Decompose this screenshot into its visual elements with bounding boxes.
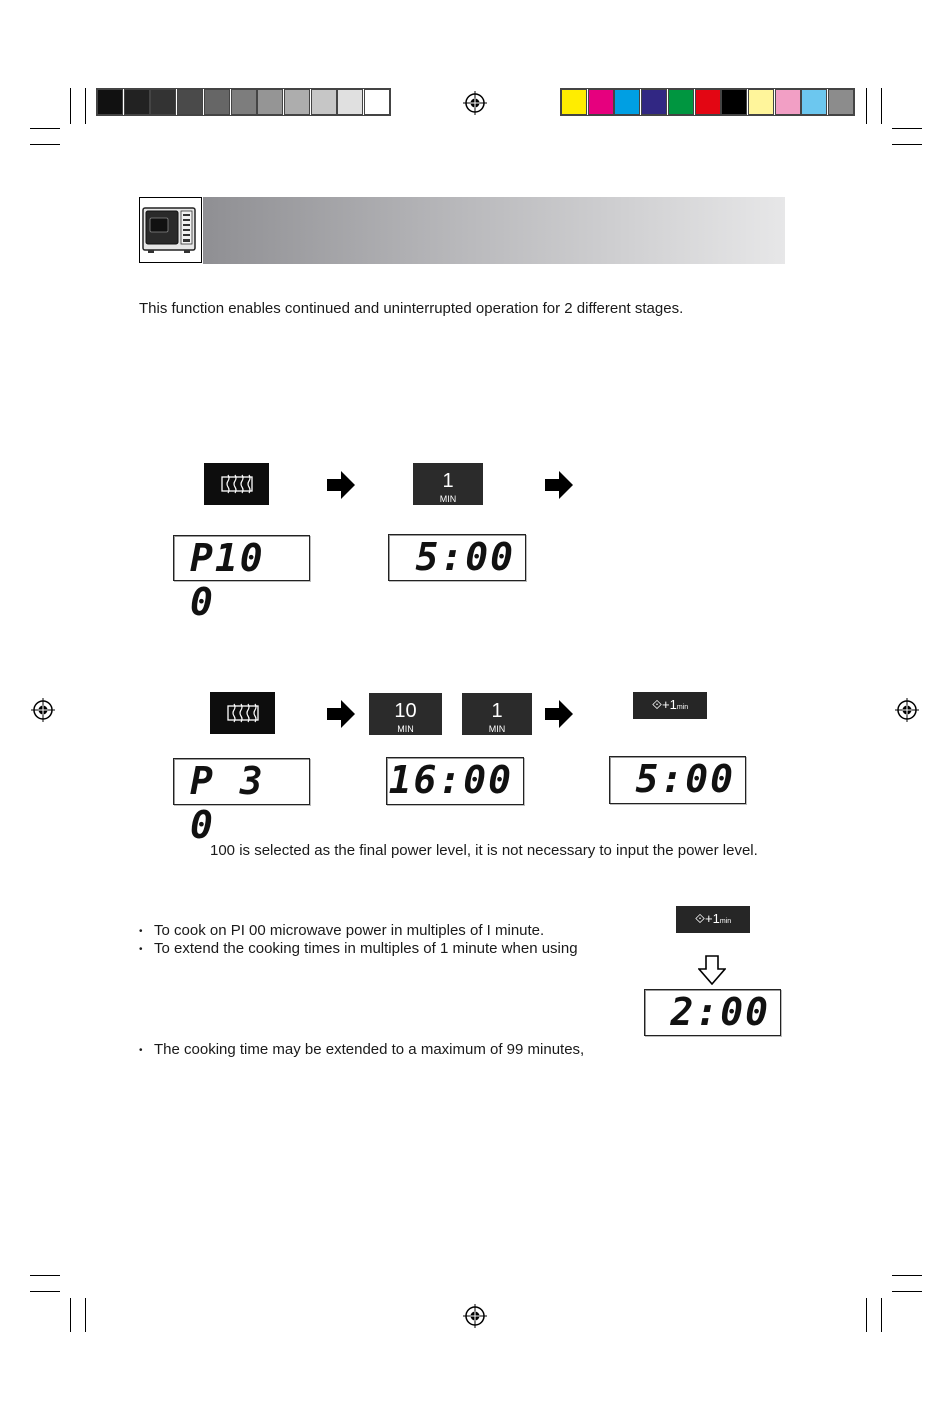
microwave-power-button[interactable] <box>204 463 269 505</box>
crop-mark <box>892 128 922 129</box>
crop-mark <box>892 144 922 145</box>
key-number: 1 <box>442 470 454 492</box>
microwave-power-button[interactable] <box>210 692 275 734</box>
crop-mark <box>30 144 60 145</box>
key-unit: MIN <box>397 724 414 734</box>
display-value: P10 0 <box>190 536 265 624</box>
display-value: 5:00 <box>415 535 515 579</box>
section-header-bar <box>203 197 785 264</box>
key-number: 10 <box>394 700 417 722</box>
bullet-marker: • <box>139 926 143 937</box>
bullet-item: The cooking time may be extended to a maximum of 99 minutes, <box>154 1041 585 1058</box>
lcd-display-power <box>173 535 310 624</box>
registration-mark-icon <box>463 91 487 115</box>
crop-mark <box>892 1275 922 1276</box>
crop-mark <box>30 1275 60 1276</box>
color-swatch <box>588 89 614 115</box>
right-arrow-icon <box>545 700 573 728</box>
microwave-oven-icon <box>140 198 201 262</box>
color-swatch <box>231 89 257 115</box>
start-plus-one-min-button[interactable] <box>633 692 707 719</box>
lcd-display-time <box>609 756 746 804</box>
bullet-item: To extend the cooking times in multiples of 1 minute when using <box>154 940 578 957</box>
display-value: P 3 0 <box>190 759 265 847</box>
color-swatch <box>311 89 337 115</box>
one-minute-button[interactable] <box>413 463 483 505</box>
registration-mark-icon <box>895 698 919 722</box>
color-swatch <box>775 89 801 115</box>
color-swatch <box>614 89 640 115</box>
key-number: 1 <box>491 700 503 722</box>
color-swatch <box>748 89 774 115</box>
bullet-marker: • <box>139 944 143 955</box>
color-swatch <box>668 89 694 115</box>
right-arrow-icon <box>327 700 355 728</box>
start-label: ⟐+1 <box>651 697 677 712</box>
crop-mark <box>30 128 60 129</box>
lcd-display-power <box>173 758 310 847</box>
color-swatch <box>364 89 390 115</box>
crop-mark <box>70 1298 71 1332</box>
crop-mark <box>866 88 867 124</box>
key-unit: MIN <box>488 724 506 734</box>
registration-mark-icon <box>463 1304 487 1328</box>
right-arrow-icon <box>327 471 355 499</box>
crop-mark <box>85 88 86 124</box>
key-unit: MIN <box>439 494 457 504</box>
color-swatch <box>97 89 123 115</box>
intro-text: This function enables continued and uninterrupted operation for 2 different stages. <box>139 300 684 317</box>
color-swatch <box>641 89 667 115</box>
microwave-power-icon <box>210 692 275 734</box>
ten-minute-button[interactable] <box>369 693 442 735</box>
note-text: 100 is selected as the final power level, it is not necessary to input the power level. <box>210 842 758 859</box>
lcd-display-time <box>386 757 524 805</box>
color-swatch <box>150 89 176 115</box>
color-swatch <box>561 89 587 115</box>
color-swatch <box>284 89 310 115</box>
display-value: 2:00 <box>670 990 770 1034</box>
color-swatch <box>204 89 230 115</box>
start-label: ⟐+1 <box>694 911 720 926</box>
right-arrow-icon <box>545 471 573 499</box>
color-swatch <box>695 89 721 115</box>
crop-mark <box>866 1298 867 1332</box>
display-value: 16:00 <box>388 758 513 802</box>
header-icon-box <box>139 197 202 263</box>
color-swatch <box>124 89 150 115</box>
color-swatch <box>177 89 203 115</box>
color-swatch <box>257 89 283 115</box>
crop-mark <box>881 88 882 124</box>
bullet-marker: • <box>139 1045 143 1056</box>
lcd-display-time <box>644 989 781 1036</box>
start-sub-label: min <box>719 918 732 925</box>
registration-mark-icon <box>31 698 55 722</box>
start-plus-one-min-button[interactable] <box>676 906 750 933</box>
crop-mark <box>30 1291 60 1292</box>
color-swatch <box>721 89 747 115</box>
lcd-display-time <box>388 534 526 581</box>
color-swatch <box>828 89 854 115</box>
color-swatch <box>801 89 827 115</box>
crop-mark <box>85 1298 86 1332</box>
microwave-power-icon <box>204 463 269 505</box>
one-minute-button[interactable] <box>462 693 532 735</box>
bullet-item: To cook on PI 00 microwave power in multiples of I minute. <box>154 922 545 939</box>
crop-mark <box>70 88 71 124</box>
crop-mark <box>881 1298 882 1332</box>
down-arrow-icon <box>698 955 726 985</box>
display-value: 5:00 <box>635 757 735 801</box>
color-swatch <box>337 89 363 115</box>
start-sub-label: min <box>676 704 689 711</box>
crop-mark <box>892 1291 922 1292</box>
